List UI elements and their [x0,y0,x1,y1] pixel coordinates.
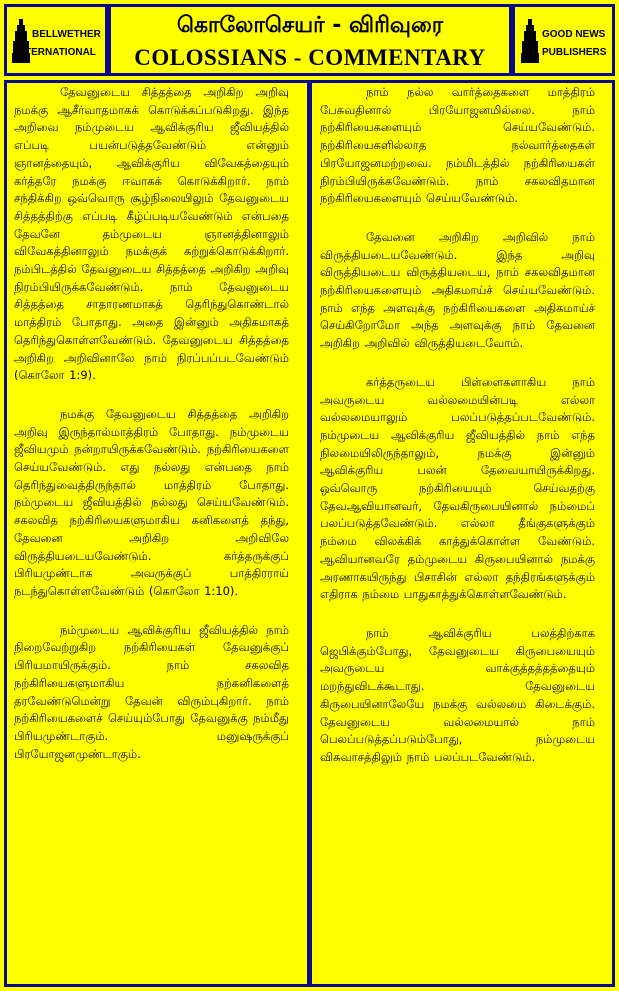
right-paragraph-3: கர்த்தருடைய பிள்ளைகளாகிய நாம் அவருடைய வல்லமையின்படி எல்லா வல்லமையாலும் பலப்படுத்தப்படவேண்டும். நம்முடைய ஆவிக்குரிய ஜீவியத்தில் நாம் எந்த நிலமையிலிருந்தாலும், நமக்கு இன்னும் ஆவிக்குரிய பலன் தேவையாயிருக்கிறது. ஒவ்வொரு நற்கிரியையும் செய்வதற்கு தேவஆவியானவர், தேவகிருபையினால் நம்மைப் பலப்படுத்தவேண்டும். எல்லா தீங்குகளுக்கும் நம்மை விலக்கிக் காத்துக்கொள்ள வேண்டும். ஆவியானவரே தம்முடைய கிருபையினால் நமக்கு அரணாகயிருந்து பிசாசின் எல்லா தந்திரங்களுக்கும் எதிராக நம்மை பாதுகாத்துக்கொள்ளவேண்டும். [320,374,595,602]
title-tamil: கொலோசெயர் - விரிவுரை [176,13,444,38]
header [4,4,615,76]
bellwether-logo-box [4,4,108,76]
right-paragraph-1: நாம் நல்ல வார்த்தைகளை மாத்திரம் பேசுவதினால் பிரயோஜனமில்லை. நாம் நற்கிரியைகளையும் செய்யவேண்டும். நற்கிரியைகளில்லாத நல்வார்த்தைகள் பிரயோஜனமற்றவை. நம்மிடத்தில் நற்கிரியைகள் நிரம்பியிருக்கவேண்டும். நாம் சகலவிதமான நற்கிரியைகளையும் செய்யவேண்டும். [320,85,595,206]
right-logo-line2: PUBLISHERS [542,47,607,58]
title-box [108,4,512,76]
good-news-logo-icon [521,19,539,63]
left-column [6,82,297,985]
good-news-logo-box [512,4,615,76]
right-paragraph-4: நாம் ஆவிக்குரிய பலத்திற்காக ஜெபிக்கும்போது, தேவனுடைய கிருபையையும் அவருடைய வாக்குத்தத்தத்தையும் மறந்துவிடக்கூடாது. தேவனுடைய கிருபையினாலேயே நமக்கு வல்லமை கிடைக்கும். தேவனுடைய வல்லமையால் நாம் பெலப்படுத்தப்படும்போது, நம்முடைய விசுவாசத்திலும் நாம் பலப்படவேண்டும். [320,625,595,764]
left-paragraph-1: தேவனுடைய சித்தத்தை அறிகிற அறிவு நமக்கு ஆசீர்வாதமாகக் கொடுக்கப்படுகிறது. இந்த அறிவை நம்முடைய ஆவிக்குரிய ஜீவியத்தில் எப்படி பயன்படுத்தவேண்டும் என்னும் ஞானத்தையும், ஆவிக்குரிய விவேகத்தையும் கர்த்தரே நமக்கு ஈவாகக் கொடுக்கிறார். நாம் சந்திக்கிற ஒவ்வொரு சூழ்நிலையிலும் தேவனுடைய சித்தத்திற்கு எப்படி கீழ்ப்படியவேண்டும் என்பதை தேவனே தம்முடைய ஞானத்தினாலும் விவேகத்தினாலும் நமக்குக் கற்றுக்கொடுக்கிறார். நம்பிடத்தில் தேவனுடைய சித்தத்தை அறிகிற அறிவு நிரம்பியிருக்கவேண்டும். நாம் தேவனுடைய சித்தத்தை சாதாரணமாகத் தெரிந்துகொண்டால் மாத்திரம் போதாது. அதை இன்னும் அதிகமாகத் தெரிந்துகொள்ளவேண்டும். தேவனுடைய சித்தத்தை அறிகிற அறிவினாலே நாம் நிரப்பப்படவேண்டும் (கொலோ 1:9). [14,85,289,383]
left-logo-line1: BELLWETHER [32,29,101,40]
title-english: COLOSSIANS - COMMENTARY [134,45,486,70]
right-paragraph-2: தேவனை அறிகிற அறிவில் நாம் விருத்தியடையவேண்டும். இந்த அறிவு விருத்தியடைய விருத்தியடைய, நாம் சகலவிதமான நற்கிரியைகளையும் அதிகமாய்ச் செய்யவேண்டும். நாம் எந்த அளவுக்கு நற்கிரியைகளை அதிகமாய்ச் செய்கிறோமோ அந்த அளவுக்கு நாம் தேவனை அறிகிற அறிவில் விருத்தியடைவோம். [320,229,595,351]
right-logo-line1: GOOD NEWS [542,29,606,40]
left-logo-line2: INTERNATIONAL [15,47,96,58]
left-paragraph-3: நம்முடைய ஆவிக்குரிய ஜீவியத்தில் நாம் நிறைவேற்றுகிற நற்கிரியைகள் தேவனுக்குப் பிரியமாயிருக்கும். நாம் சகலவித நற்கிரியைகளுமாகிய நற்கனிகளைத் தரவேண்டுமென்று தேவன் விரும்புகிறார். நாம் நற்கிரியைகளைச் செய்யும்போது தேவனுக்கு நம்மீது பிரியமுண்டாகும். மனுஷருக்குப் பிரயோஜனமுண்டாகும். [14,622,289,761]
left-paragraph-2: நமக்கு தேவனுடைய சித்தத்தை அறிகிற அறிவு இருந்தால்மாத்திரம் போதாது. நம்முடைய ஜீவியமும் நன்றாயிருக்கவேண்டும். நற்கிரியைகளை செய்யவேண்டும். எது நல்லது என்பதை நாம் தெரிந்துவைத்திருந்தால் மாத்திரம் போதாது. நம்முடைய ஜீவியத்தில் நல்லது செய்யவேண்டும். சகலவித நற்கிரியைகளுமாகிய கனிகளைத் தந்து, தேவனை அறிகிற அறிவிலே விருத்தியடையவேண்டும். கர்த்தருக்குப் பிரியமுண்டாக அவருக்குப் பாத்திரராய் நடந்துகொள்ளவேண்டும் (கொலோ 1:10). [14,406,289,598]
right-column [312,82,603,985]
